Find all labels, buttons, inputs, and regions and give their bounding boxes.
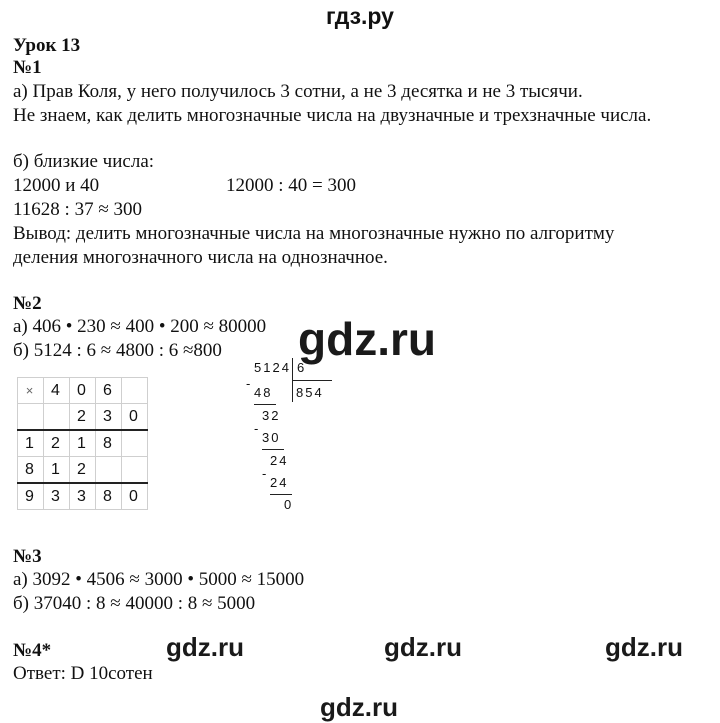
task1-estimate: 11628 : 37 ≈ 300 xyxy=(13,199,143,220)
grid-cell xyxy=(122,430,148,457)
ld-underline xyxy=(262,449,284,450)
grid-cell: 2 xyxy=(44,430,70,457)
grid-row xyxy=(18,404,148,431)
grid-cell: 8 xyxy=(18,457,44,484)
task2-line-b: б) 5124 : 6 ≈ 4800 : 6 ≈800 xyxy=(13,340,222,361)
ld-step: 24 xyxy=(270,475,289,490)
ld-step: 48 xyxy=(254,385,273,400)
ld-step: 24 xyxy=(270,453,289,468)
ld-divisor: 6 xyxy=(297,360,307,375)
grid-cell: 1 xyxy=(70,430,96,457)
ld-minus-sign: - xyxy=(262,466,269,481)
grid-cell: 2 xyxy=(70,457,96,484)
grid-cell: 9 xyxy=(18,483,44,510)
grid-row xyxy=(18,378,148,404)
grid-cell: 0 xyxy=(70,378,96,404)
grid-cell xyxy=(18,404,44,431)
task1-line-a-cont: Не знаем, как делить многозначные числа на двузначные и трехзначные числа. xyxy=(13,105,652,126)
grid-cell: 3 xyxy=(96,404,122,431)
task1-conclusion-cont: деления многозначного числа на однозначное. xyxy=(13,247,388,268)
grid-cell xyxy=(44,404,70,431)
task4-number: №4* xyxy=(13,640,52,661)
grid-row xyxy=(18,430,148,457)
grid-cell: 3 xyxy=(70,483,96,510)
task1-line-b: б) близкие числа: xyxy=(13,151,155,172)
task4-answer: Ответ: D 10сотен xyxy=(13,663,153,684)
ld-minus-sign: - xyxy=(254,421,261,436)
watermark-bottom: gdz.ru xyxy=(320,692,398,722)
watermark: gdz.ru xyxy=(384,632,462,662)
ld-quotient: 854 xyxy=(296,385,324,400)
grid-row xyxy=(18,483,148,510)
task1-line-a: а) Прав Коля, у него получилось 3 сотни, а не 3 десятка и не 3 тысячи. xyxy=(13,81,583,102)
ld-step: 32 xyxy=(262,408,281,423)
site-header-label: гдз.ру xyxy=(326,3,394,29)
grid-cell: 6 xyxy=(96,378,122,404)
grid-cell: 1 xyxy=(44,457,70,484)
task1-pair: 12000 и 40 xyxy=(13,175,100,196)
ld-horizontal-line xyxy=(292,380,332,381)
task3-line-a: а) 3092 • 4506 ≈ 3000 • 5000 ≈ 15000 xyxy=(13,569,305,590)
task2-number: №2 xyxy=(13,293,42,314)
grid-cell: 1 xyxy=(18,430,44,457)
grid-cell xyxy=(96,457,122,484)
task2-line-a: а) 406 • 230 ≈ 400 • 200 ≈ 80000 xyxy=(13,316,267,337)
task1-conclusion: Вывод: делить многозначные числа на многозначные нужно по алгоритму xyxy=(13,223,615,244)
task3-line-b: б) 37040 : 8 ≈ 40000 : 8 ≈ 5000 xyxy=(13,593,256,614)
grid-cell: 8 xyxy=(96,430,122,457)
grid-cell xyxy=(122,457,148,484)
grid-cell: 2 xyxy=(70,404,96,431)
ld-minus-sign: - xyxy=(246,376,253,391)
ld-underline xyxy=(270,494,292,495)
lesson-title: Урок 13 xyxy=(13,35,81,56)
grid-cell: 3 xyxy=(44,483,70,510)
task1-number: №1 xyxy=(13,57,42,78)
watermark-large: gdz.ru xyxy=(298,313,436,365)
grid-cell xyxy=(122,378,148,404)
task3-number: №3 xyxy=(13,546,42,567)
ld-step: 30 xyxy=(262,430,281,445)
grid-cell: 8 xyxy=(96,483,122,510)
ld-dividend: 5124 xyxy=(254,360,291,375)
watermark: gdz.ru xyxy=(605,632,683,662)
grid-cell: 0 xyxy=(122,483,148,510)
ld-remainder: 0 xyxy=(284,497,294,512)
task1-division: 12000 : 40 = 300 xyxy=(226,175,356,196)
multiplication-grid xyxy=(17,377,148,510)
grid-cell: 4 xyxy=(44,378,70,404)
grid-cell: × xyxy=(18,378,44,404)
grid-cell: 0 xyxy=(122,404,148,431)
ld-underline xyxy=(254,404,276,405)
watermark: gdz.ru xyxy=(166,632,244,662)
grid-row xyxy=(18,457,148,484)
